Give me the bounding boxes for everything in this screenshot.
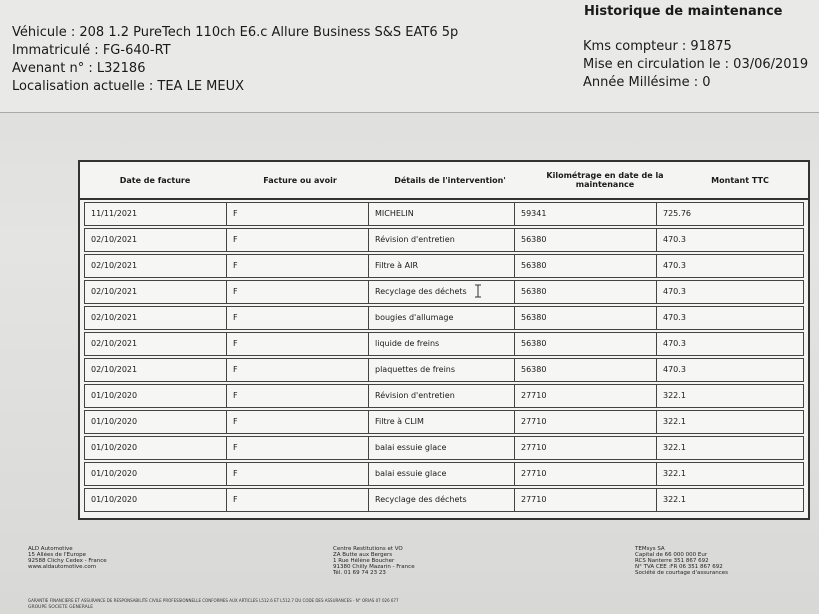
table-row <box>84 488 804 512</box>
cell-mileage: 56380 <box>515 229 657 251</box>
table-row <box>84 306 804 330</box>
table-row <box>84 332 804 356</box>
cell-type: F <box>227 307 369 329</box>
cell-date: 01/10/2020 <box>85 437 227 459</box>
cell-date: 01/10/2020 <box>85 463 227 485</box>
cell-mileage: 56380 <box>515 307 657 329</box>
footer-company: ALD Automotive 15 Allées de l'Europe 92588 Clichy Cedex - France www.aldautomotive.com <box>28 546 107 570</box>
cell-date: 02/10/2021 <box>85 281 227 303</box>
vehicle-location: Localisation actuelle : TEA LE MEUX <box>12 79 245 94</box>
cell-mileage: 56380 <box>515 359 657 381</box>
cell-amount: 322.1 <box>663 469 686 478</box>
header-mileage: Kilométrage en date de la maintenance <box>546 171 664 189</box>
table-row <box>84 358 804 382</box>
cell-details: balai essuie glace <box>369 437 515 459</box>
cell-date: 02/10/2021 <box>85 229 227 251</box>
cell-mileage: 59341 <box>515 203 657 225</box>
vehicle-registration: Immatriculé : FG-640-RT <box>12 43 171 58</box>
table-row <box>84 462 804 486</box>
header-type: Facture ou avoir <box>263 175 337 185</box>
cell-amount: 725.76 <box>663 209 691 218</box>
cell-type: F <box>227 359 369 381</box>
cell-details: Révision d'entretien <box>369 385 515 407</box>
cell-amount: 470.3 <box>663 339 686 348</box>
table-row <box>84 436 804 460</box>
model-year: Année Millésime : 0 <box>583 75 711 90</box>
cell-type: F <box>227 333 369 355</box>
cell-amount: 470.3 <box>663 235 686 244</box>
cell-amount: 470.3 <box>663 287 686 296</box>
vehicle-model: Véhicule : 208 1.2 PureTech 110ch E6.c Allure Business S&S EAT6 5p <box>12 25 459 40</box>
footer-insurer: TEMsys SA Capital de 66 000 000 Eur RCS Nanterre 351 867 692 N° TVA CEE :FR 06 351 867 692 Société de courtage d'assurances <box>635 546 728 576</box>
legal-notice: GARANTIE FINANCIERE ET ASSURANCE DE RESPONSABILITE CIVILE PROFESSIONNELLE CONFORMES AUX ARTICLES L512.6 ET L512.7 DU CODE DES ASSURANCES - N° ORIAS 07 026 677 <box>28 598 399 603</box>
cell-date: 02/10/2021 <box>85 359 227 381</box>
cell-date: 02/10/2021 <box>85 255 227 277</box>
cell-date: 02/10/2021 <box>85 333 227 355</box>
cell-date: 01/10/2020 <box>85 489 227 511</box>
vehicle-info <box>12 24 458 96</box>
cell-amount: 470.3 <box>663 365 686 374</box>
odometer: Kms compteur : 91875 <box>583 39 732 54</box>
registration-date: Mise en circulation le : 03/06/2019 <box>583 57 809 72</box>
table-row <box>84 280 804 304</box>
footer-return-center: Centre Restitutions et VO ZA Butte aux Bergers 1 Rue Hélène Boucher 91380 Chilly Mazarin - France Tél. 01 69 74 23 23 <box>333 546 415 576</box>
cell-mileage: 56380 <box>515 255 657 277</box>
cell-type: F <box>227 229 369 251</box>
cell-type: F <box>227 203 369 225</box>
cell-date: 01/10/2020 <box>85 411 227 433</box>
cell-details: Recyclage des déchets <box>369 489 515 511</box>
cell-amount: 322.1 <box>663 443 686 452</box>
cell-type: F <box>227 437 369 459</box>
cell-details: plaquettes de freins <box>369 359 515 381</box>
group-name: GROUPE SOCIETE GENERALE <box>28 605 94 610</box>
cell-amount: 322.1 <box>663 495 686 504</box>
cell-mileage: 27710 <box>515 411 657 433</box>
cell-mileage: 56380 <box>515 333 657 355</box>
cell-mileage: 56380 <box>515 281 657 303</box>
cell-type: F <box>227 489 369 511</box>
cell-amount: 470.3 <box>663 313 686 322</box>
table-row <box>84 254 804 278</box>
page-title: Historique de maintenance <box>584 4 783 19</box>
cell-details: liquide de freins <box>369 333 515 355</box>
cell-type: F <box>227 385 369 407</box>
text-cursor-icon <box>474 284 482 298</box>
table-row <box>84 228 804 252</box>
cell-details: bougies d'allumage <box>369 307 515 329</box>
vehicle-meta <box>583 38 808 92</box>
cell-date: 01/10/2020 <box>85 385 227 407</box>
cell-mileage: 27710 <box>515 463 657 485</box>
header-details: Détails de l'intervention' <box>394 175 506 185</box>
cell-details: Recyclage des déchets <box>369 281 515 303</box>
cell-details: Révision d'entretien <box>369 229 515 251</box>
cell-amount: 322.1 <box>663 391 686 400</box>
cell-mileage: 27710 <box>515 437 657 459</box>
header-date: Date de facture <box>119 175 191 185</box>
cell-details: Filtre à CLIM <box>369 411 515 433</box>
cell-type: F <box>227 411 369 433</box>
cell-amount: 470.3 <box>663 261 686 270</box>
cell-details: balai essuie glace <box>369 463 515 485</box>
cell-mileage: 27710 <box>515 385 657 407</box>
header-amount: Montant TTC <box>711 175 769 185</box>
table-row <box>84 384 804 408</box>
table-row <box>84 202 804 226</box>
cell-type: F <box>227 463 369 485</box>
cell-amount: 322.1 <box>663 417 686 426</box>
cell-mileage: 27710 <box>515 489 657 511</box>
cell-date: 11/11/2021 <box>85 203 227 225</box>
vehicle-amendment: Avenant n° : L32186 <box>12 61 146 76</box>
table-row <box>84 410 804 434</box>
cell-details: MICHELIN <box>369 203 515 225</box>
cell-type: F <box>227 255 369 277</box>
cell-type: F <box>227 281 369 303</box>
maintenance-table <box>78 160 810 520</box>
cell-date: 02/10/2021 <box>85 307 227 329</box>
table-header <box>80 162 808 200</box>
cell-details: Filtre à AIR <box>369 255 515 277</box>
